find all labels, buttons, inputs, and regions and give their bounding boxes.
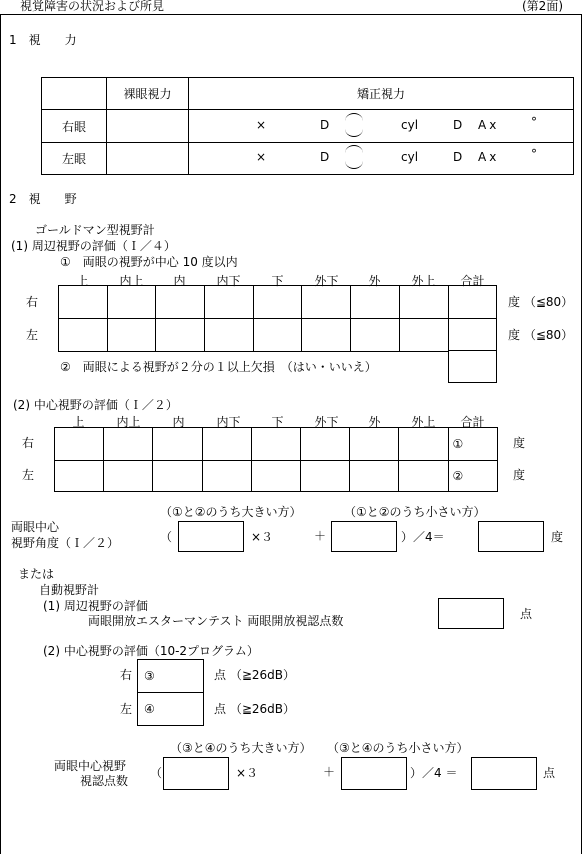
peripheral-cell[interactable] <box>253 319 302 352</box>
page-number: (第2面) <box>522 0 563 13</box>
acuity-corner-cell <box>42 78 107 110</box>
diopter-unit: D <box>320 118 330 132</box>
half-loss-item: ② 両眼による視野が２分の１以上欠損 （はい・いいえ） <box>60 360 377 374</box>
times-sign: × <box>256 118 267 132</box>
degree-unit: ° <box>531 115 537 129</box>
dir-header: 内 <box>172 415 185 429</box>
dir-header: 内下 <box>216 274 241 288</box>
left-eye-label: 左眼 <box>42 143 107 175</box>
peripheral-title: (1) 周辺視野の評価（Ｉ／４） <box>11 239 176 253</box>
peripheral-cell[interactable] <box>351 286 400 319</box>
or-label: または <box>18 567 55 581</box>
peripheral-cell[interactable] <box>302 319 351 352</box>
right-corrected-cell[interactable] <box>189 110 574 143</box>
dir-header: 外上 <box>411 274 436 288</box>
goldmann-title: ゴールドマン型視野計 <box>35 223 155 237</box>
points-unit: 点 <box>520 607 533 621</box>
degree-unit: 度 <box>513 468 526 482</box>
peripheral-total-cell[interactable] <box>448 319 497 352</box>
dir-header: 下 <box>271 415 284 429</box>
peripheral-cell[interactable] <box>59 286 108 319</box>
peripheral-cell[interactable] <box>351 319 400 352</box>
right-label: 右 <box>22 436 35 450</box>
right-eye-label: 右眼 <box>42 110 107 143</box>
auto-central-title: (2) 中心視野の評価（10-2プログラム） <box>43 644 259 658</box>
central-cell[interactable] <box>300 461 349 492</box>
dir-header: 外上 <box>411 415 436 429</box>
smaller-input[interactable] <box>331 521 397 552</box>
corrected-header: 矯正視力 <box>189 78 574 110</box>
points-limit: 点 （≧26dB） <box>214 702 295 716</box>
acuity-heading: 1 視 力 <box>9 33 77 47</box>
central-cell[interactable] <box>55 461 104 492</box>
naked-header: 裸眼視力 <box>107 78 189 110</box>
larger-input[interactable] <box>178 521 244 552</box>
half-loss-box[interactable] <box>448 350 497 383</box>
result-unit: 点 <box>543 766 556 780</box>
cyl-unit: cyl <box>401 118 419 132</box>
left-label: 左 <box>26 328 39 342</box>
divide-four: ）／4＝ <box>401 530 445 544</box>
peripheral-grid <box>58 285 497 352</box>
larger-caption: （①と②のうち大きい方） <box>160 505 302 519</box>
peripheral-cell[interactable] <box>399 319 448 352</box>
larger-input[interactable] <box>163 757 229 790</box>
dir-header: 外下 <box>314 415 339 429</box>
dir-header: 外下 <box>314 274 339 288</box>
central-cell[interactable] <box>350 461 399 492</box>
peripheral-cell[interactable] <box>253 286 302 319</box>
result-input[interactable] <box>478 521 544 552</box>
formula-label: 視認点数 <box>80 774 129 788</box>
auto-central-left[interactable]: ④ <box>138 693 204 726</box>
dir-header: 内上 <box>116 415 141 429</box>
result-input[interactable] <box>471 757 537 790</box>
central-cell[interactable] <box>399 461 448 492</box>
points-limit: 点 （≧26dB） <box>214 668 295 682</box>
central-cell[interactable] <box>251 461 300 492</box>
field-heading: 2 視 野 <box>9 192 77 206</box>
formula-label: 両眼中心視野 <box>54 759 127 773</box>
central-cell[interactable] <box>104 461 153 492</box>
dir-header: 合計 <box>460 274 485 288</box>
central-cell[interactable] <box>300 428 349 461</box>
central-cell[interactable] <box>251 428 300 461</box>
plus-sign: ＋ <box>314 529 327 543</box>
dir-header: 上 <box>72 415 85 429</box>
central-cell[interactable] <box>55 428 104 461</box>
peripheral-cell[interactable] <box>107 319 156 352</box>
auto-peripheral-title: (1) 周辺視野の評価 <box>43 599 148 613</box>
degree-limit: 度 （≦80） <box>508 328 574 342</box>
peripheral-note: ① 両眼の視野が中心 10 度以内 <box>60 255 238 269</box>
right-label: 右 <box>120 668 133 682</box>
degree-unit: 度 <box>513 436 526 450</box>
central-title: (2) 中心視野の評価（Ｉ／２） <box>13 398 178 412</box>
left-label: 左 <box>120 702 133 716</box>
central-cell[interactable] <box>202 461 251 492</box>
peripheral-cell[interactable] <box>107 286 156 319</box>
left-label: 左 <box>22 468 35 482</box>
axis-unit: Ax <box>478 150 500 164</box>
dir-header: 内上 <box>119 274 144 288</box>
dir-header: 下 <box>271 274 284 288</box>
right-label: 右 <box>26 295 39 309</box>
times-three: ×３ <box>251 530 274 544</box>
formula-label: 視野角度（Ｉ／２） <box>11 536 120 550</box>
dir-header: 外 <box>368 415 381 429</box>
central-cell[interactable] <box>153 461 202 492</box>
central-cell[interactable] <box>350 428 399 461</box>
peripheral-cell[interactable] <box>156 286 205 319</box>
central-cell[interactable] <box>399 428 448 461</box>
peripheral-cell[interactable] <box>205 319 254 352</box>
larger-caption: （③と④のうち大きい方） <box>170 741 312 755</box>
divide-four: ）／4 ＝ <box>410 766 458 780</box>
central-cell[interactable] <box>202 428 251 461</box>
diopter-unit: D <box>453 118 463 132</box>
central-cell[interactable] <box>153 428 202 461</box>
degree-unit: ° <box>531 147 537 161</box>
peripheral-cell[interactable] <box>302 286 351 319</box>
result-unit: 度 <box>551 530 564 544</box>
page-title: 視覚障害の状況および所見 <box>20 0 165 13</box>
diopter-unit: D <box>320 150 330 164</box>
left-corrected-cell[interactable] <box>189 143 574 175</box>
peripheral-cell[interactable] <box>205 286 254 319</box>
dir-header: 内下 <box>216 415 241 429</box>
auto-central-grid <box>137 659 204 726</box>
dir-header: 外 <box>368 274 381 288</box>
esterman-input[interactable] <box>438 598 504 629</box>
left-naked-cell[interactable] <box>107 143 189 175</box>
right-naked-cell[interactable] <box>107 110 189 143</box>
axis-unit: Ax <box>478 118 500 132</box>
open-paren: （ <box>160 530 173 544</box>
central-grid <box>54 427 498 492</box>
smaller-caption: （③と④のうち小さい方） <box>327 741 469 755</box>
esterman-desc: 両眼開放エスターマンテスト 両眼開放視認点数 <box>88 614 344 628</box>
auto-central-right[interactable]: ③ <box>138 660 204 693</box>
central-cell[interactable] <box>104 428 153 461</box>
central-total-left[interactable]: ② <box>448 461 497 492</box>
central-total-right[interactable]: ① <box>448 428 497 461</box>
peripheral-cell[interactable] <box>156 319 205 352</box>
peripheral-cell[interactable] <box>399 286 448 319</box>
open-paren: （ <box>150 766 163 780</box>
cyl-unit: cyl <box>401 150 419 164</box>
dir-header: 上 <box>76 274 89 288</box>
times-sign: × <box>256 150 267 164</box>
dir-header: 内 <box>173 274 186 288</box>
degree-limit: 度 （≦80） <box>508 295 574 309</box>
auto-title: 自動視野計 <box>39 583 100 597</box>
formula-label: 両眼中心 <box>11 520 60 534</box>
times-three: ×３ <box>236 766 259 780</box>
plus-sign: ＋ <box>323 765 336 779</box>
smaller-caption: （①と②のうち小さい方） <box>344 505 486 519</box>
peripheral-cell[interactable] <box>59 319 108 352</box>
dir-header: 合計 <box>460 415 485 429</box>
peripheral-total-cell[interactable] <box>448 286 497 319</box>
diopter-unit: D <box>453 150 463 164</box>
smaller-input[interactable] <box>341 757 407 790</box>
